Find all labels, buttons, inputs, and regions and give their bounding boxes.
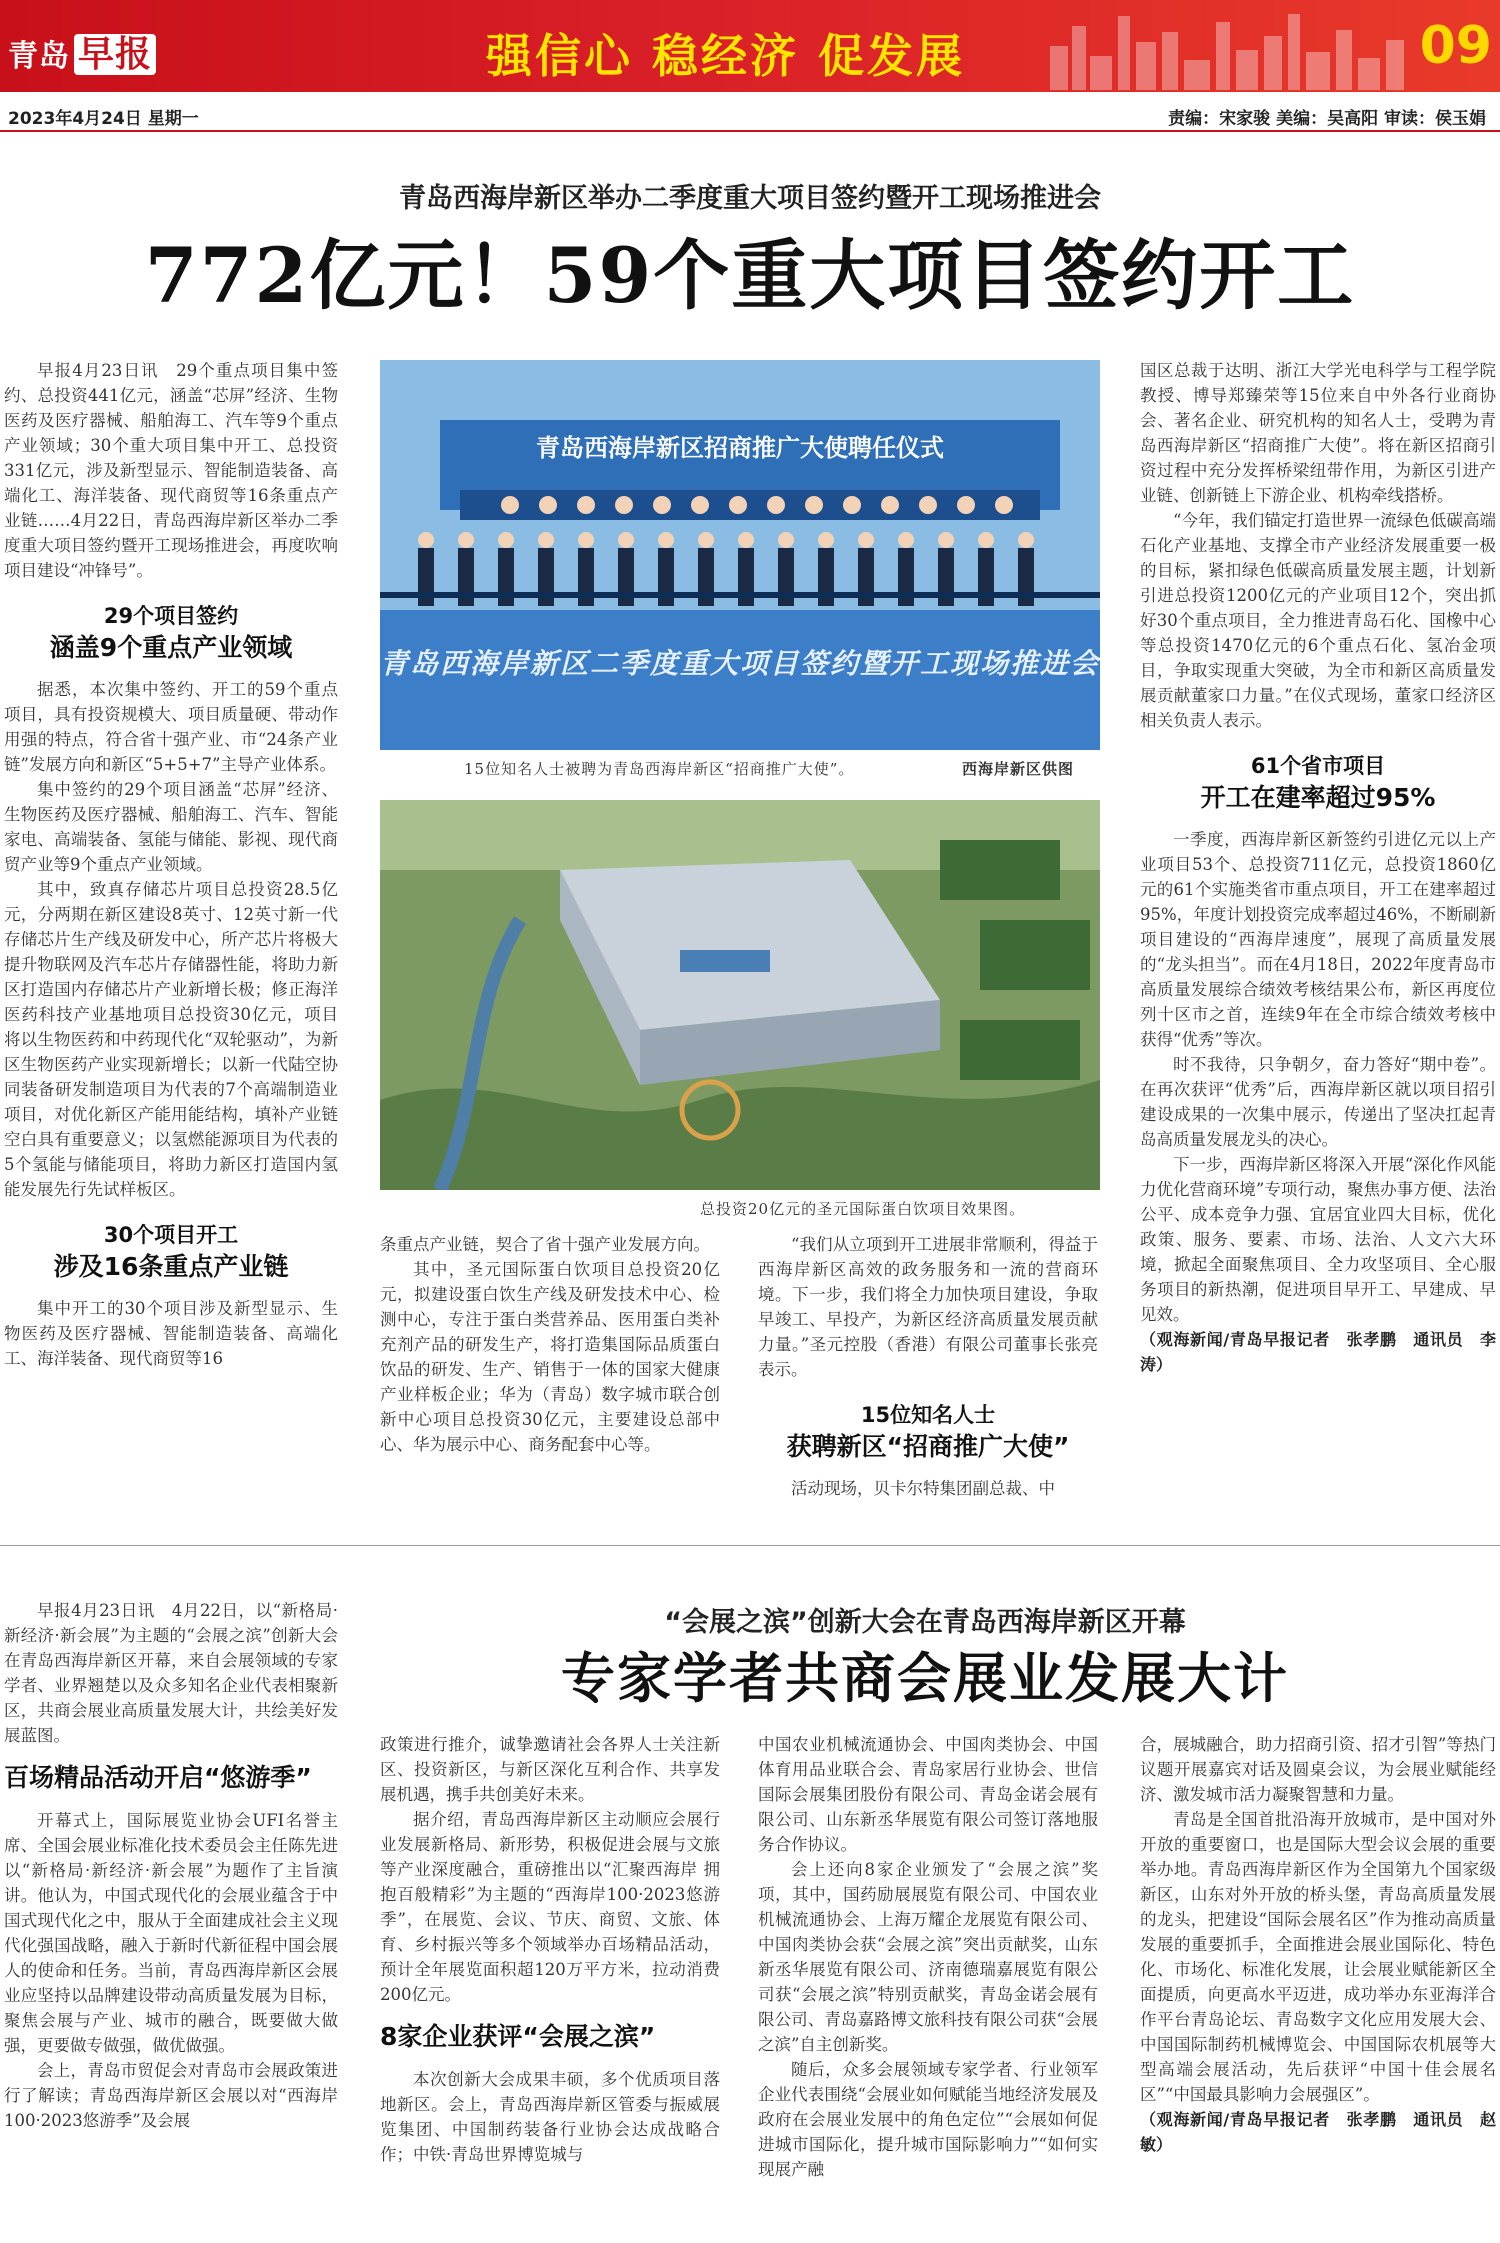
section-divider [0, 1545, 1500, 1546]
subheading [4, 601, 338, 665]
subheading-line-2: 涉及16条重点产业链 [53, 1252, 289, 1281]
issue-date: 2023年4月24日 星期一 [8, 109, 199, 129]
story1-column-3 [758, 1232, 1098, 1501]
logo-city: 青岛 [8, 39, 70, 74]
story1-column-4 [1140, 358, 1496, 1377]
story1-column-1 [4, 358, 338, 1371]
paragraph: 随后，众多会展领域专家学者、行业领军企业代表围绕“会展业如何赋能当地经济发展及政府在会展业发展中的角色定位”“会展如何促进城市国际化，提升城市国际影响力”“如何实现展产融 [758, 2060, 1098, 2179]
subheading [758, 1400, 1098, 1464]
page-slogan: 强信心 稳经济 促发展 [486, 29, 966, 83]
story1-column-2 [380, 1232, 720, 1457]
byline: （观海新闻/青岛早报记者 张孝鹏 通讯员 赵敏） [1140, 2110, 1496, 2154]
paragraph: 国区总裁于达明、浙江大学光电科学与工程学院教授、博导郑臻荣等15位来自中外各行业商协会、著名企业、研究机构的知名人士，受聘为青岛西海岸新区“招商推广大使”。将在新区招商引资过程中充分发挥桥梁纽带作用，为新区引进产业链、创新链上下游企业、机构牵线搭桥。 [1140, 361, 1496, 505]
paragraph: “今年，我们锚定打造世界一流绿色低碳高端石化产业基地、支撑全市产业经济发展重要一极的目标，紧扣绿色低碳高质量发展主题，计划新引进总投资1200亿元的产业项目12个，突出抓好30个重点项目，全力推进青岛石化、国橡中心等总投资1470亿元的6个重点石化、氢冶金项目，争取实现重大突破，为全市和新区高质量发展贡献董家口力量。”在仪式现场，董家口经济区相关负责人表示。 [1140, 511, 1496, 730]
story1-headline: 772亿元！59个重大项目签约开工 [144, 231, 1356, 320]
paragraph: 会上还向8家企业颁发了“会展之滨”奖项，其中，国药励展展览有限公司、中国农业机械流通协会、上海万耀企龙展览有限公司、中国肉类协会获“会展之滨”突出贡献奖，山东新丞华展览有限公司、济南德瑞嘉展览有限公司获“会展之滨”特别贡献奖，青岛金诺会展有限公司、青岛嘉路博文旅科技有限公司获“会展之滨”自主创新奖。 [758, 1860, 1098, 2054]
project-rendering-photo [380, 800, 1100, 1190]
subheading [1140, 751, 1496, 815]
subheading-line-1: 29个项目签约 [103, 604, 239, 628]
paragraph: 一季度，西海岸新区新签约引进亿元以上产业项目53个、总投资711亿元，总投资1860亿元的61个实施类省市重点项目，开工在建率超过95%，年度计划投资完成率超过46%，不断刷新项目建设的“西海岸速度”，展现了高质量发展的“龙头担当”。而在4月18日，2022年度青岛市高质量发展综合绩效考核结果公布，新区再度位列十区市之首，连续9年在全市综合绩效考核中获得“优秀”等次。 [1140, 830, 1496, 1049]
newspaper-logo [8, 26, 156, 77]
paragraph: 条重点产业链，契合了省十强产业发展方向。 [380, 1235, 710, 1254]
paragraph: 其中，致真存储芯片项目总投资28.5亿元，分两期在新区建设8英寸、12英寸新一代存储芯片生产线及研发中心，所产芯片将极大提升物联网及汽车芯片存储器性能，将助力新区打造国内存储芯片产业新增长极；修正海洋医药科技产业基地项目总投资30亿元，项目将以生物医药和中药现代化“双轮驱动”，为新区生物医药产业实现新增长；以新一代陆空协同装备研发制造项目为代表的7个高端制造业项目，对优化新区产能用能结构，填补产业链空白具有重要意义；以氢燃能源项目为代表的5个氢能与储能项目，将助力新区打造国内氢能发展先行先试样板区。 [4, 880, 338, 1199]
subheading-line-2: 获聘新区“招商推广大使” [786, 1432, 1070, 1461]
skyline-graphic [1040, 6, 1420, 90]
paragraph: 政策进行推介，诚挚邀请社会各界人士关注新区、投资新区，与新区深化互利合作、共享发展机遇，携手共创美好未来。 [380, 1735, 720, 1804]
paragraph: 早报4月23日讯 4月22日，以“新格局·新经济·新会展”为主题的“会展之滨”创新大会在青岛西海岸新区开幕，来自会展领域的专家学者、业界翘楚以及众多知名企业代表相聚新区，共商会展业高质量发展大计，共绘美好发展蓝图。 [4, 1601, 338, 1745]
paragraph: 据悉，本次集中签约、开工的59个重点项目，具有投资规模大、项目质量硬、带动作用强的特点，符合省十强产业、市“24条产业链”发展方向和新区“5+5+7”主导产业体系。 [4, 680, 338, 774]
masthead-banner [0, 0, 1500, 92]
paragraph: 会上，青岛市贸促会对青岛市会展政策进行了解读；青岛西海岸新区会展以对“西海岸100·2023悠游季”及会展 [4, 2061, 338, 2130]
paragraph: 活动现场，贝卡尔特集团副总裁、中 [791, 1479, 1055, 1498]
paragraph: 中国农业机械流通协会、中国肉类协会、中国体育用品业联合会、青岛家居行业协会、世信国际会展集团股份有限公司、青岛金诺会展有限公司、山东新丞华展览有限公司签订落地服务合作协议。 [758, 1735, 1098, 1854]
subheading [4, 1220, 338, 1284]
paragraph: 集中开工的30个项目涉及新型显示、生物医药及医疗器械、智能制造装备、高端化工、海洋装备、现代商贸等16 [4, 1299, 338, 1368]
paragraph: 其中，圣元国际蛋白饮项目总投资20亿元，拟建设蛋白饮生产线及研发技术中心、检测中心，专注于蛋白类营养品、医用蛋白类补充剂产品的研发生产，将打造集国际品质蛋白饮品的研发、生产、销售于一体的国家大健康产业样板企业；华为（青岛）数字城市联合创新中心项目总投资30亿元，主要建设总部中心、华为展示中心、商务配套中心等。 [380, 1260, 720, 1454]
story2-column-2 [380, 1732, 720, 2167]
ceremony-photo [380, 360, 1100, 750]
story2-headline: 专家学者共商会展业发展大计 [561, 1646, 1289, 1710]
subheading-line-1: 15位知名人士 [860, 1403, 996, 1427]
subheading-line-1: 61个省市项目 [1250, 754, 1386, 778]
subheading: 百场精品活动开启“悠游季” [4, 1763, 312, 1792]
subheading-line-2: 涵盖9个重点产业领域 [49, 633, 293, 662]
ceremony-illustration [380, 360, 1100, 750]
byline: （观海新闻/青岛早报记者 张孝鹏 通讯员 李涛） [1140, 1330, 1496, 1374]
paragraph: 时不我待，只争朝夕，奋力答好“期中卷”。在再次获评“优秀”后，西海岸新区就以项目招引建设成果的一次集中展示，传递出了坚决扛起青岛高质量发展龙头的决心。 [1140, 1055, 1496, 1149]
paragraph: 据介绍，青岛西海岸新区主动顺应会展行业发展新格局、新形势，积极促进会展与文旅等产业深度融合，重磅推出以“汇聚西海岸 拥抱百般精彩”为主题的“西海岸100·2023悠游季”，在展览、会议、节庆、商贸、文旅、体育、乡村振兴等多个领域举办百场精品活动，预计全年展览面积超120万平方米，拉动消费200亿元。 [380, 1810, 720, 2004]
logo-name: 早报 [74, 34, 156, 75]
subheading-line-2: 开工在建率超过95% [1200, 783, 1436, 812]
stage-banner-text: 青岛西海岸新区二季度重大项目签约暨开工现场推进会 [380, 647, 1100, 680]
paragraph: 早报4月23日讯 29个重点项目集中签约、总投资441亿元，涵盖“芯屏”经济、生物医药及医疗器械、船舶海工、汽车等9个重点产业领域；30个重大项目集中开工、总投资331亿元，涉及新型显示、智能制造装备、高端化工、海洋装备、现代商贸等16条重点产业链……4月22日，青岛西海岸新区举办二季度重大项目签约暨开工现场推进会，再度吹响项目建设“冲锋号”。 [4, 361, 338, 580]
paragraph: 下一步，西海岸新区将深入开展“深化作风能力优化营商环境”专项行动，聚焦办事方便、法治公平、成本竞争力强、宜居宜业四大目标，优化政策、服务、要素、市场、法治、人文六大环境，掀起全面聚焦项目、全力攻坚项目、全心服务项目的新热潮，促进项目早开工、早建成、早见效。 [1140, 1155, 1496, 1324]
paragraph: 青岛是全国首批沿海开放城市，是中国对外开放的重要窗口，也是国际大型会议会展的重要举办地。青岛西海岸新区作为全国第九个国家级新区，山东对外开放的桥头堡，青岛高质量发展的龙头，把建设“国际会展名区”作为推动高质量发展的重要抓手，全面推进会展业国际化、特色化、市场化、标准化发展，让会展业赋能新区全面提质，向更高水平迈进，成功举办东亚海洋合作平台青岛论坛、青岛数字文化应用发展大会、中国国际制药机械博览会、中国国际农机展等大型高端会展活动，先后获评“中国十佳会展名区”“中国最具影响力会展强区”。 [1140, 1810, 1496, 2104]
paragraph: 开幕式上，国际展览业协会UFI名誉主席、全国会展业标准化技术委员会主任陈先进以“新格局·新经济·新会展”为题作了主旨演讲。他认为，中国式现代化的会展业蕴含于中国式现代化之中，服从于全面建成社会主义现代化强国战略，融入于新时代新征程中国会展人的使命和任务。当前，青岛西海岸新区会展业应坚持以品牌建设带动高质量发展为目标，聚焦会展与产业、城市的融合，既要做大做强，更要做专做强，做优做强。 [4, 1811, 338, 2055]
photo1-caption: 15位知名人士被聘为青岛西海岸新区“招商推广大使”。 [464, 760, 855, 778]
paragraph: 合，展城融合，助力招商引资、招才引智”等热门议题开展嘉宾对话及圆桌会议，为会展业赋能经济、激发城市活力凝聚智慧和力量。 [1140, 1735, 1496, 1804]
story2-column-3 [758, 1732, 1098, 2182]
story2-column-1 [4, 1598, 338, 2133]
paragraph: 本次创新大会成果丰硕，多个优质项目落地新区。会上，青岛西海岸新区管委与振威展览集团、中国制药装备行业协会达成战略合作；中铁·青岛世界博览城与 [380, 2070, 720, 2164]
top-rule [0, 130, 1500, 132]
subheading: 8家企业获评“会展之滨” [380, 2022, 656, 2051]
editor-credits: 责编：宋家骏 美编：吴高阳 审读：侯玉娟 [1168, 109, 1486, 129]
story2-kicker: “会展之滨”创新大会在青岛西海岸新区开幕 [664, 1607, 1186, 1638]
subheading-line-1: 30个项目开工 [103, 1223, 239, 1247]
story2-column-4 [1140, 1732, 1496, 2157]
photo1-credit: 西海岸新区供图 [962, 760, 1075, 778]
page-number: 09 [1419, 16, 1492, 76]
photo2-caption: 总投资20亿元的圣元国际蛋白饮项目效果图。 [700, 1200, 1026, 1218]
story1-kicker: 青岛西海岸新区举办二季度重大项目签约暨开工现场推进会 [399, 183, 1101, 214]
ceremony-banner-text: 青岛西海岸新区招商推广大使聘任仪式 [536, 434, 944, 462]
paragraph: 集中签约的29个项目涵盖“芯屏”经济、生物医药及医疗器械、船舶海工、汽车、智能家电、高端装备、氢能与储能、影视、现代商贸产业等9个重点产业领域。 [4, 780, 338, 874]
factory-illustration [380, 800, 1100, 1190]
paragraph: “我们从立项到开工进展非常顺利，得益于西海岸新区高效的政务服务和一流的营商环境。下一步，我们将全力加快项目建设，争取早竣工、早投产，为新区经济高质量发展贡献力量。”圣元控股（香港）有限公司董事长张亮表示。 [758, 1235, 1098, 1379]
